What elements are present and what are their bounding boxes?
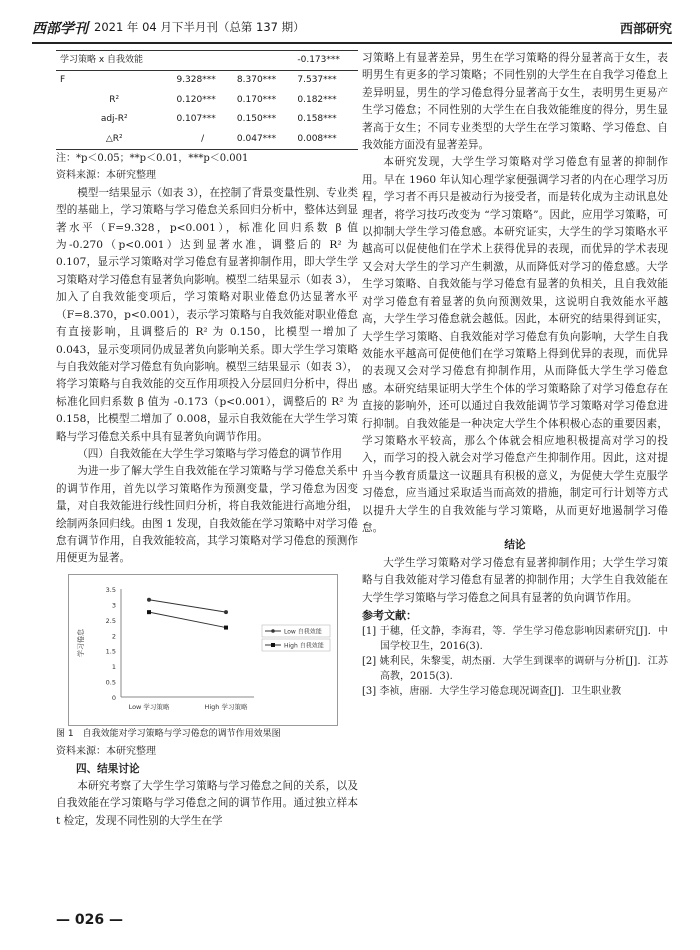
body-paragraph: 为进一步了解大学生自我效能在学习策略与学习倦怠关系中的调节作用，首先以学习策略作为预测变量，学习倦怠为因变量，对自我效能进行线性回归分析，将自我效能进行高地分组，绘制两条回归线。由图 1 发现，自我效能在学习策略中对学习倦怠有调节作用，自我效能较高，其学习策略对学习倦怠的预测作用便更为显著。 bbox=[56, 465, 358, 565]
table-cell: 8.370*** bbox=[233, 71, 293, 91]
data-point bbox=[147, 598, 151, 602]
data-point bbox=[147, 610, 151, 614]
data-point bbox=[224, 610, 228, 614]
table-cell: 0.107*** bbox=[176, 114, 216, 125]
reference-item: [1] 于穗，任文静，李海君，等．学生学习倦怠影响因素研究[J]．中国学校卫生，2016(3). bbox=[362, 626, 668, 653]
page-number: — 026 — bbox=[56, 912, 123, 928]
table-cell: 0.120*** bbox=[176, 94, 216, 105]
table-cell: 9.328*** bbox=[172, 71, 232, 91]
x-tick-label: Low 学习策略 bbox=[128, 702, 170, 711]
legend-marker bbox=[271, 629, 275, 633]
legend-marker bbox=[271, 643, 275, 647]
body-paragraph: 模型一结果显示（如表 3），在控制了背景变量性别、专业类型的基础上，学习策略与学习倦怠关系回归分析中，整体达到显著水平（F=9.328，p<0.001），标准化回归系数 β 值为-0.270（p<0.001）达到显著水准，调整后的 R² 为 0.107，显示学习策略对学习倦怠有显著抑制作用，即大学生学习策略对学习倦怠有显著负向影响。模型二结果显示（如表 3），加入了自我效能变项后，学习策略对职业倦怠仍达显著水平（F=8.370，p<0.001），表示学习策略与自我效能对职业倦怠有直接影响，且调整后的 R² 为 0.150，比模型一增加了 0.043，显示变项同仍成显著负向影响关系。即大学生学习策略与自我效能对学习倦怠有负向影响。模型三结果显示（如表 3），将学习策略与自我效能的交互作用项投入分层回归分析中，得出标准化回归系数 β 值为 -0.173（p<0.001），调整后的 R² 为 0.158，比模型二增加了 0.008，显示自我效能在大学生学习策略与学习倦怠关系中具有显著负向调节作用。 bbox=[56, 186, 358, 443]
y-tick-label: 2 bbox=[111, 632, 116, 641]
table-cell: △R² bbox=[56, 130, 172, 150]
table-cell: adj-R² bbox=[100, 114, 128, 125]
table-cell bbox=[233, 51, 293, 71]
table-cell: 0.150*** bbox=[236, 114, 277, 125]
line-chart bbox=[69, 575, 337, 725]
conclusion-heading: 结论 bbox=[504, 539, 526, 552]
y-tick-label: 1 bbox=[111, 662, 116, 671]
table-cell: 0.182*** bbox=[297, 94, 337, 105]
section-heading: 四、结果讨论 bbox=[76, 762, 140, 775]
regression-table bbox=[56, 50, 358, 150]
body-paragraph: 本研究考察了大学生学习策略与学习倦怠之间的关系，以及自我效能在学习策略与学习倦怠之间的调节作用。通过独立样本 t 检定，发现不同性别的大学生在学 bbox=[56, 780, 358, 827]
legend-label: Low 自我效能 bbox=[284, 628, 322, 636]
table-row bbox=[56, 51, 358, 71]
table-cell: 0.008*** bbox=[293, 130, 358, 150]
table-row bbox=[56, 110, 358, 129]
conclusion-paragraph: 大学生学习策略对学习倦怠有显著抑制作用；大学生学习策略与自我效能对学习倦怠有显著的抑制作用；大学生自我效能在大学生学习策略与学习倦怠之间具有显著的负向调节作用。 bbox=[362, 556, 668, 604]
figure-source: 资料来源：本研究整理 bbox=[56, 746, 156, 758]
table-source: 资料来源：本研究整理 bbox=[56, 170, 156, 182]
y-axis-label: 学习倦怠 bbox=[77, 628, 85, 657]
page-header bbox=[32, 18, 672, 40]
y-tick-label: 1.5 bbox=[105, 647, 116, 656]
body-paragraph: 习策略上有显著差异，男生在学习策略的得分显著高于女生，表明男生有更多的学习策略；不同性别的大学生在自我学习倦怠上差异明显，男生的学习倦怠得分显著高于女生，表明男生更易产生学习倦怠；不同性别的大学生在自我效能维度的得分，男生显著高于女生；不同专业类型的大学生在学习策略、学习倦怠、自我效能方面没有显著差异。 bbox=[362, 52, 668, 152]
x-tick-label: High 学习策略 bbox=[204, 702, 248, 711]
subsection-heading: （四）自我效能在大学生学习策略与学习倦怠的调节作用 bbox=[77, 447, 343, 460]
reference-item: [2] 姚利民，朱黎雯，胡杰丽．大学生到课率的调研与分析[J]．江苏高教，2015(3). bbox=[362, 656, 668, 683]
journal-logo: 西部学刊 bbox=[32, 21, 88, 37]
right-column bbox=[362, 50, 668, 699]
table-cell: / bbox=[172, 130, 232, 150]
table-cell bbox=[172, 51, 232, 71]
table-cell: -0.173*** bbox=[293, 51, 358, 71]
y-tick-label: 2.5 bbox=[105, 616, 116, 625]
table-cell: 0.047*** bbox=[233, 130, 293, 150]
references-heading: 参考文献： bbox=[362, 609, 417, 622]
legend-label: High 自我效能 bbox=[284, 642, 324, 650]
data-point bbox=[224, 625, 228, 629]
table-cell: 0.158*** bbox=[297, 114, 337, 125]
table-cell: 学习策略 x 自我效能 bbox=[56, 51, 172, 71]
header-divider bbox=[32, 42, 672, 44]
series-line bbox=[149, 600, 226, 612]
table-cell: R² bbox=[109, 94, 120, 105]
y-tick-label: 3.5 bbox=[105, 585, 116, 594]
table-row bbox=[56, 71, 358, 91]
series-line bbox=[149, 612, 226, 627]
table-cell: 7.537*** bbox=[293, 71, 358, 91]
body-paragraph: 本研究发现，大学生学习策略对学习倦怠有显著的抑制作用。早在 1960 年认知心理学家便强调学习者的内在心理学习历程，学习者不再只是被动行为接受者，而是转化成为主动讯息处理者，将学习技巧改变为 “学习策略”。因此，应用学习策略，可以抑制大学生学习倦怠感。本研究证实，大学生的学习策略水平越高可以促使他们在学术上获得优异的表现，而优异的学术表现又会对大学生的学习产生刺激，从而降低对学习的倦怠感。大学生学习策略、自我效能与学习倦怠有显著的负相关，且自我效能对学习倦怠有着显著的负向预测效果，这说明自我效能水平越高，大学生学习倦怠就会越低。因此，本研究的结果得到证实，大学生学习策略、自我效能对学习倦怠有负向影响，大学生自我效能水平越高可促使他们在学习策略上得到优异的表现，而优异的表现又会对学习倦怠有抑制作用，从而降低大学生学习倦怠感。本研究结果证明大学生个体的学习策略除了对学习倦怠存在直接的影响外，还可以通过自我效能调节学习策略对学习倦怠进行抑制。自我效能是一种决定大学生个体积极心态的重要因素，学习策略水平较高，那么个体就会相应地积极提高对学习的投入，而学习的投入就会对学习倦怠产生抑制作用。因此，这对提升当今教育质量这一议题具有积极的意义，为促使大学生克服学习倦怠，应当通过采取适当而高效的措施，制定可行计划等方式以提升大学生的自我效能与学习策略，从而更好地遏制学习倦怠。 bbox=[362, 156, 668, 534]
left-column bbox=[56, 50, 358, 830]
issue-info: 2021 年 04 月下半月刊（总第 137 期） bbox=[94, 20, 305, 34]
reference-item: [3] 李祯，唐丽．大学生学习倦怠现况调查[J]．卫生职业教 bbox=[362, 686, 622, 698]
y-tick-label: 0.5 bbox=[105, 678, 116, 687]
section-name: 西部研究 bbox=[619, 22, 672, 37]
figure-chart bbox=[68, 574, 338, 726]
figure-caption: 图 1 自我效能对学习策略与学习倦怠的调节作用效果图 bbox=[56, 728, 281, 739]
table-row bbox=[56, 91, 358, 110]
table-row bbox=[56, 130, 358, 150]
y-tick-label: 3 bbox=[111, 601, 116, 610]
y-tick-label: 0 bbox=[111, 693, 116, 702]
table-cell: 0.170*** bbox=[236, 94, 277, 105]
table-note: 注：*p＜0.05；**p＜0.01，***p＜0.001 bbox=[56, 153, 249, 165]
table-cell: F bbox=[56, 71, 172, 91]
